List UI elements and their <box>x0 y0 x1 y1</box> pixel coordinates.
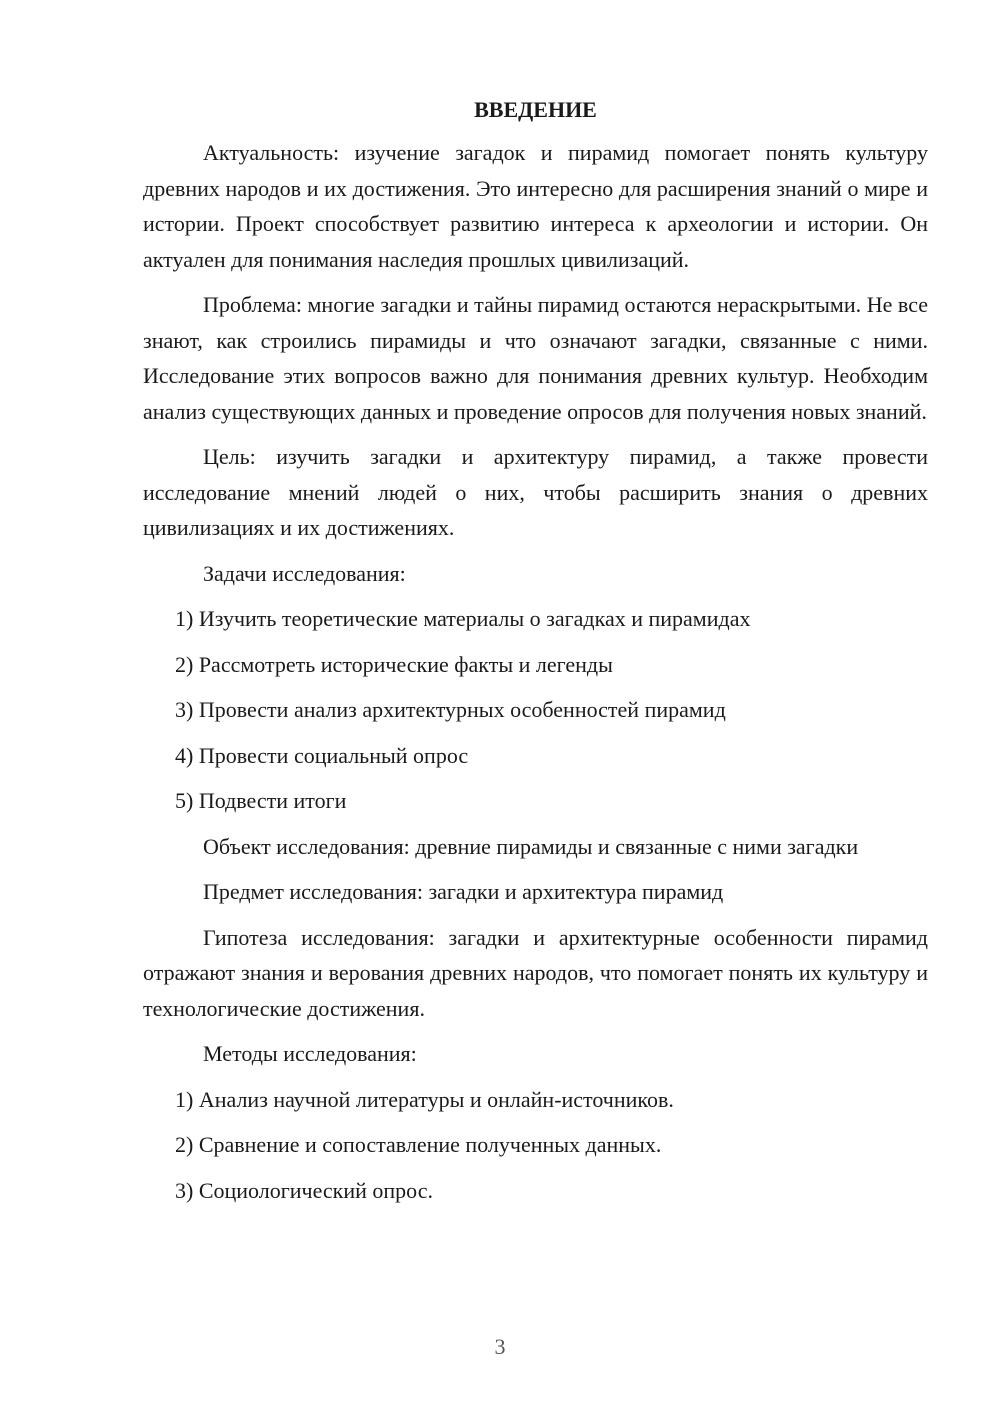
methods-heading: Методы исследования: <box>203 1041 417 1066</box>
hypothesis-paragraph: Гипотеза исследования: загадки и архитектурные особенности пирамид отражают знания и верования древних народов, что помогает понять их культуру и технологические достижения. <box>143 924 928 1021</box>
methods-list <box>143 1082 928 1209</box>
problem-paragraph: Проблема: многие загадки и тайны пирамид остаются нераскрытыми. Не все знают, как строились пирамиды и что означают загадки, связанные с ними. Исследование этих вопросов важно для понимания древних культур. Необходим анализ существующих данных и проведение опросов для получения новых знаний. <box>143 292 928 424</box>
tasks-heading: Задачи исследования: <box>203 560 406 586</box>
method-item: 1) Анализ научной литературы и онлайн-источников. <box>175 1086 674 1112</box>
task-item: 1) Изучить теоретические материалы о загадках и пирамидах <box>175 606 751 631</box>
task-item: 4) Провести социальный опрос <box>175 742 469 768</box>
task-item: 5) Подвести итоги <box>175 788 347 813</box>
method-item: 3) Социологический опрос. <box>175 1177 433 1203</box>
page-number: 3 <box>494 1334 506 1359</box>
goal-paragraph: Цель: изучить загадки и архитектуру пирамид, а также провести исследование мнений людей о них, чтобы расширить знания о древних цивилизациях и их достижениях. <box>143 444 928 540</box>
subject-paragraph: Предмет исследования: загадки и архитектура пирамид <box>203 879 724 904</box>
task-item: 2) Рассмотреть исторические факты и легенды <box>175 651 613 677</box>
relevance-paragraph: Актуальность: изучение загадок и пирамид помогает понять культуру древних народов и их достижения. Это интересно для расширения знаний о мире и истории. Проект способствует развитию интереса к археологии и истории. Он актуален для понимания наследия прошлых цивилизаций. <box>143 140 928 272</box>
method-item: 2) Сравнение и сопоставление полученных данных. <box>175 1132 662 1157</box>
object-paragraph: Объект исследования: древние пирамиды и связанные с ними загадки <box>203 833 859 859</box>
page-title: ВВЕДЕНИЕ <box>474 97 597 122</box>
task-item: 3) Провести анализ архитектурных особенностей пирамид <box>175 697 726 722</box>
tasks-list <box>143 601 928 819</box>
document-page <box>143 95 928 1218</box>
